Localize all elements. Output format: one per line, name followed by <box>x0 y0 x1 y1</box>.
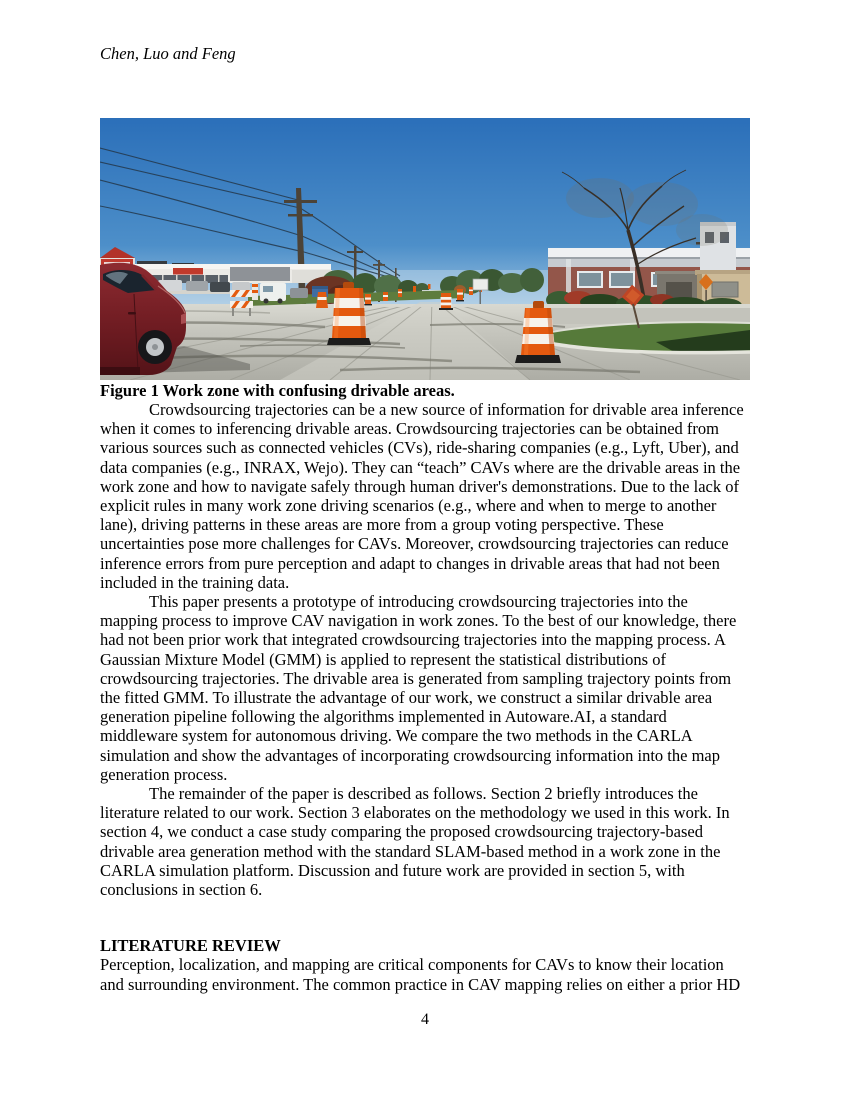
paragraph-crowdsourcing-intro: Crowdsourcing trajectories can be a new source of information for drivable area inference when it comes to inferencing drivable areas. Crowdsourcing trajectories can be obtained from various sources such as connected vehicles (CVs), ride-sharing companies (e.g., Lyft, Uber), and data companies (e.g., INRAX, Wejo). They can “teach” CAVs where are the drivable areas in the work zone and how to navigate safely through human driver's demonstrations. Due to the lack of explicit rules in many work zone driving scenarios (e.g., where and when to merge to another lane), driving patterns in these areas are more from a group voting perspective. These uncertainties pose more challenges for CAVs. Moreover, crowdsourcing trajectories can reduce inference errors from pure perception and adapt to changes in drivable areas that had not been included in the training data. <box>100 400 744 592</box>
body-text-column <box>100 400 748 994</box>
paragraph-prototype: This paper presents a prototype of introducing crowdsourcing trajectories into the mapping process to improve CAV navigation in work zones. To the best of our knowledge, there had not been prior work that integrated crowdsourcing trajectories into the mapping process. A Gaussian Mixture Model (GMM) is applied to represent the statistical distributions of crowdsourcing trajectories. The drivable area is generated from sampling trajectory points from the fitted GMM. To illustrate the advantage of our work, we construct a similar drivable area generation pipeline following the algorithms implemented in Autoware.AI, a standard middleware system for autonomous driving. We compare the two methods in the CARLA simulation and show the advantages of incorporating crowdsourcing information into the map generation process. <box>100 592 737 784</box>
work-zone-photo <box>100 118 750 380</box>
running-header: Chen, Luo and Feng <box>100 44 236 63</box>
page-number: 4 <box>421 1011 429 1028</box>
figure-1 <box>100 118 750 401</box>
figure-caption: Figure 1 Work zone with confusing drivable areas. <box>100 381 455 400</box>
orange-cone <box>316 292 328 308</box>
paragraph-literature-review: Perception, localization, and mapping are critical components for CAVs to know their location and surrounding environment. The common practice in CAV mapping relies on either a prior HD <box>100 955 741 994</box>
paragraph-outline: The remainder of the paper is described as follows. Section 2 briefly introduces the literature related to our work. Section 3 elaborates on the methodology we used in this work. In section 4, we conduct a case study comparing the proposed crowdsourcing trajectory-based drivable area generation method with the standard SLAM-based method in a work zone in the CARLA simulation platform. Discussion and future work are provided in section 5, with conclusions in section 6. <box>100 784 730 900</box>
section-heading-literature-review: LITERATURE REVIEW <box>100 936 281 956</box>
